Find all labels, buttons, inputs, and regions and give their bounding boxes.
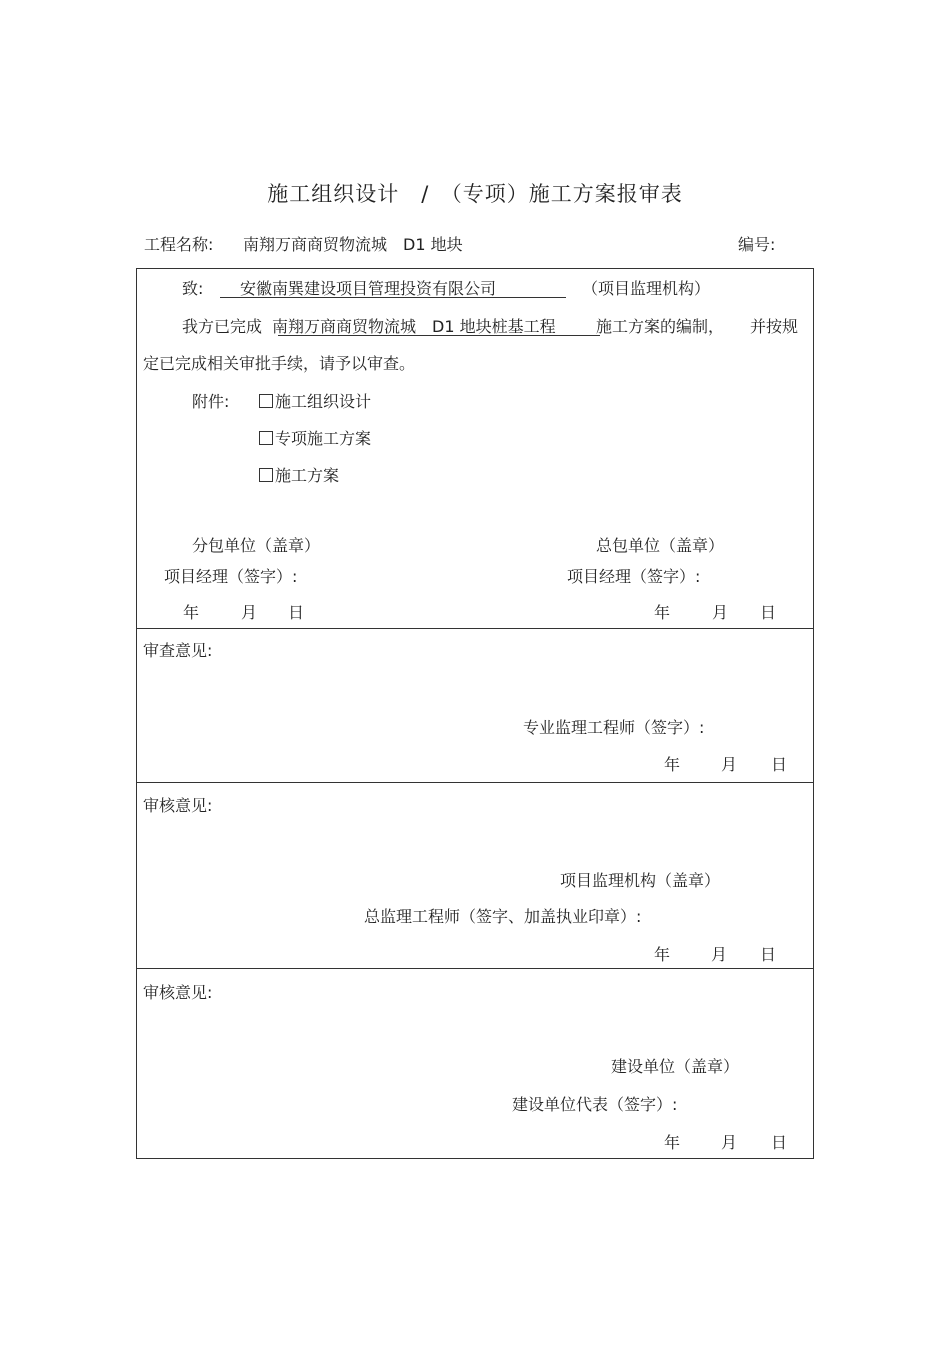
date-day: 日 [771,755,788,774]
date-year: 年 [654,603,671,622]
date-year: 年 [183,603,200,622]
body-end: 并按规 [750,317,799,336]
review-opinion-label: 审查意见: [143,641,213,660]
date-month: 月 [721,755,738,774]
date-day: 日 [760,603,777,622]
to-suffix: （项目监理机构） [582,279,711,298]
sub-manager-label: 项目经理（签字）: [164,567,298,586]
date-year: 年 [654,945,671,964]
checkbox-icon[interactable] [259,468,273,482]
date-month: 月 [721,1133,738,1152]
attachment-item[interactable]: 施工组织设计 [259,389,371,412]
to-company-underline [220,297,566,298]
date-day: 日 [771,1133,788,1152]
to-label: 致: [182,279,204,298]
body-prefix: 我方已完成 [182,317,263,336]
sub-unit-label: 分包单位（盖章） [192,536,321,555]
date-day: 日 [760,945,777,964]
form-title: 施工组织设计 / （专项）施工方案报审表 [267,182,683,206]
date-month: 月 [241,603,258,622]
body-project: 南翔万商商贸物流城 D1 地块桩基工程 [272,317,556,336]
owner-opinion-label: 审核意见: [143,983,213,1002]
chief-supervisor-signer: 总监理工程师（签字、加盖执业印章）: [364,907,642,926]
number-label: 编号: [738,235,776,254]
date-day: 日 [288,603,305,622]
checkbox-icon[interactable] [259,431,273,445]
date-month: 月 [712,603,729,622]
project-name-value: 南翔万商商贸物流城 D1 地块 [243,235,463,254]
row-divider [136,782,814,783]
audit-opinion-label: 审核意见: [143,796,213,815]
body-project-underline [278,335,600,336]
supervision-org: 项目监理机构（盖章） [560,871,721,890]
form-table [136,268,814,1159]
attachment-label: 附件: [192,392,230,411]
row-divider [136,628,814,629]
attachment-item[interactable]: 专项施工方案 [259,426,371,449]
project-name-label: 工程名称: [144,235,214,254]
owner-unit: 建设单位（盖章） [611,1057,740,1076]
date-year: 年 [664,755,681,774]
body-line2: 定已完成相关审批手续，请予以审查。 [143,354,416,373]
date-month: 月 [711,945,728,964]
attachment-item[interactable]: 施工方案 [259,463,339,486]
to-company: 安徽南巽建设项目管理投资有限公司 [240,279,497,298]
date-year: 年 [664,1133,681,1152]
body-suffix: 施工方案的编制， [596,317,725,336]
owner-representative-signer: 建设单位代表（签字）: [512,1095,678,1114]
main-manager-label: 项目经理（签字）: [567,567,701,586]
row-divider [136,968,814,969]
supervisor-signer: 专业监理工程师（签字）: [523,718,705,737]
main-unit-label: 总包单位（盖章） [596,536,725,555]
checkbox-icon[interactable] [259,394,273,408]
